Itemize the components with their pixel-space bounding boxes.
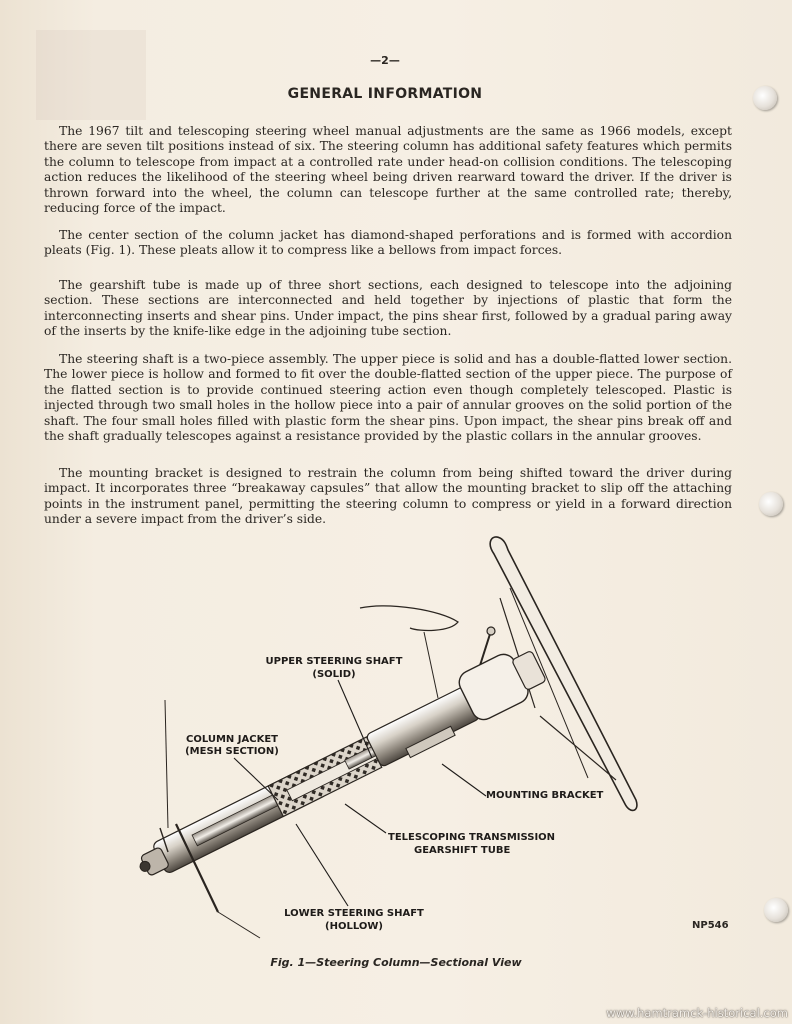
label-upper-steering-shaft: UPPER STEERING SHAFT xyxy=(265,656,403,667)
figure-code: NP546 xyxy=(692,920,729,931)
paragraph-column-jacket: The center section of the column jacket has diamond-shaped perforations and is formed with accordion pleats (Fig. 1). These pleats allow it to compress like a bellows from impact forces. xyxy=(44,228,732,258)
label-column-jacket-mesh: (MESH SECTION) xyxy=(185,746,279,757)
label-gearshift-tube-2: GEARSHIFT TUBE xyxy=(414,845,511,856)
binder-hole-bottom xyxy=(764,898,788,922)
instrument-panel-outline xyxy=(360,606,458,631)
paragraph-mounting-bracket: The mounting bracket is designed to restrain the column from being shifted toward the driver during impact. It incorporates three “breakaway capsules” that allow the mounting bracket to slip off the attaching points in the instrument panel, permitting the steering column to compress or yield in a forward direction under a severe impact from the driver’s side. xyxy=(44,466,732,527)
label-lower-steering-shaft-hollow: (HOLLOW) xyxy=(325,921,383,932)
steering-column-diagram xyxy=(120,528,660,948)
label-column-jacket: COLUMN JACKET xyxy=(186,734,278,745)
label-upper-steering-shaft-solid: (SOLID) xyxy=(312,669,356,680)
page-number: —2— xyxy=(370,54,400,67)
panel-reference-line xyxy=(165,700,168,828)
label-lower-steering-shaft: LOWER STEERING SHAFT xyxy=(284,908,424,919)
upper-column-jacket xyxy=(366,686,481,767)
binder-hole-middle xyxy=(759,492,783,516)
label-gearshift-tube: TELESCOPING TRANSMISSION xyxy=(388,832,556,843)
paragraph-steering-shaft: The steering shaft is a two-piece assembly. The upper piece is solid and has a double-flatted lower section. The lower piece is hollow and formed to fit over the double-flatted section of the upper piece. The purpose of the flatted section is to provide continued steering action even though completely telescoped. Plastic is injected through two small holes in the hollow piece into a pair of annular grooves on the solid portion of the shaft. The four small holes filled with plastic form the shear pins. Upon impact, the shear pins break off and the shaft gradually telescopes against a resistance provided by the plastic collars in the annular grooves. xyxy=(44,352,732,444)
bleed-through-block xyxy=(36,30,146,120)
figure-caption: Fig. 1—Steering Column—Sectional View xyxy=(270,956,522,969)
panel-edge-line xyxy=(424,632,438,698)
label-mounting-bracket: MOUNTING BRACKET xyxy=(486,790,604,801)
website-watermark: www.hamtramck-historical.com xyxy=(606,1006,788,1020)
page-heading: GENERAL INFORMATION xyxy=(287,86,483,102)
paragraph-gearshift-tube: The gearshift tube is made up of three short sections, each designed to telescope into the adjoining section. These sections are interconnected and held together by injections of plastic that form the interconnecting inserts and shear pins. Under impact, the pins shear first, followed by a gradual paring away of the inserts by the knife-like edge in the adjoining tube section. xyxy=(44,278,732,339)
paragraph-intro: The 1967 tilt and telescoping steering wheel manual adjustments are the same as 1966 models, except there are seven tilt positions instead of six. The steering column has additional safety features which permits the column to telescope from impact at a controlled rate under head-on collision conditions. The telescoping action reduces the likelihood of the steering wheel being driven rearward toward the driver. If the driver is thrown forward into the wheel, the column can telescope further at the same controlled rate; thereby, reducing force of the impact. xyxy=(44,124,732,216)
